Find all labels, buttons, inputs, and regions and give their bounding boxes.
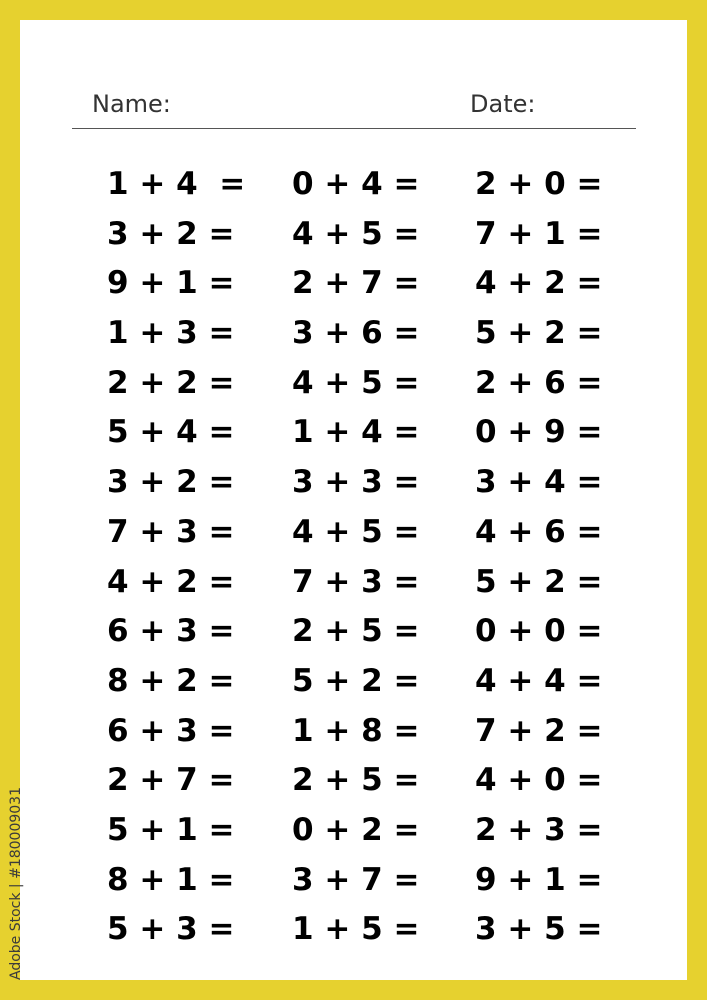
equation: 2 + 5 =	[292, 613, 420, 650]
equation: 4 + 4 =	[475, 662, 603, 699]
worksheet-page	[20, 20, 687, 980]
equation: 2 + 6 =	[475, 364, 603, 401]
equation: 0 + 2 =	[292, 811, 420, 848]
equation: 6 + 3 =	[107, 712, 235, 749]
equation: 2 + 7 =	[107, 762, 235, 799]
equation: 1 + 8 =	[292, 712, 420, 749]
equation-column-2	[292, 160, 472, 955]
equation: 3 + 6 =	[292, 315, 420, 352]
equation: 4 + 0 =	[475, 762, 603, 799]
equation: 5 + 4 =	[107, 414, 235, 451]
watermark-text: Adobe Stock | #180009031	[8, 787, 24, 980]
equation: 7 + 3 =	[292, 563, 420, 600]
equation: 9 + 1 =	[475, 861, 603, 898]
equation: 4 + 6 =	[475, 513, 603, 550]
equation: 3 + 2 =	[107, 464, 235, 501]
equation: 1 + 4 =	[107, 166, 246, 202]
equation: 4 + 2 =	[475, 265, 603, 302]
equation: 4 + 2 =	[107, 563, 235, 600]
equation: 2 + 2 =	[107, 364, 235, 401]
equation: 1 + 4 =	[292, 414, 420, 451]
equation: 9 + 1 =	[107, 265, 235, 302]
equation: 5 + 2 =	[475, 315, 603, 352]
equation: 4 + 5 =	[292, 513, 420, 550]
name-label: Name:	[92, 90, 171, 118]
equation: 3 + 3 =	[292, 464, 420, 501]
equation: 2 + 0 =	[475, 166, 603, 202]
equation: 5 + 2 =	[475, 563, 603, 600]
worksheet-header	[72, 72, 636, 129]
equation: 1 + 5 =	[292, 911, 420, 948]
equation-column-1	[107, 160, 287, 955]
equation: 8 + 1 =	[107, 861, 235, 898]
equation: 5 + 1 =	[107, 811, 235, 848]
equation: 2 + 3 =	[475, 811, 603, 848]
equation: 2 + 7 =	[292, 265, 420, 302]
equation: 7 + 2 =	[475, 712, 603, 749]
equation: 7 + 1 =	[475, 215, 603, 252]
date-label: Date:	[470, 90, 536, 118]
equation-column-3	[475, 160, 655, 955]
equation: 0 + 9 =	[475, 414, 603, 451]
equation: 3 + 2 =	[107, 215, 235, 252]
equation: 3 + 7 =	[292, 861, 420, 898]
equation: 3 + 4 =	[475, 464, 603, 501]
equation: 4 + 5 =	[292, 215, 420, 252]
equation: 5 + 3 =	[107, 911, 235, 948]
equation: 0 + 0 =	[475, 613, 603, 650]
stock-watermark	[8, 760, 22, 980]
equation: 1 + 3 =	[107, 315, 235, 352]
equation: 7 + 3 =	[107, 513, 235, 550]
equation: 8 + 2 =	[107, 662, 235, 699]
equation: 3 + 5 =	[475, 911, 603, 948]
equation: 4 + 5 =	[292, 364, 420, 401]
equation: 5 + 2 =	[292, 662, 420, 699]
equation: 0 + 4 =	[292, 166, 420, 202]
equation: 6 + 3 =	[107, 613, 235, 650]
equation: 2 + 5 =	[292, 762, 420, 799]
